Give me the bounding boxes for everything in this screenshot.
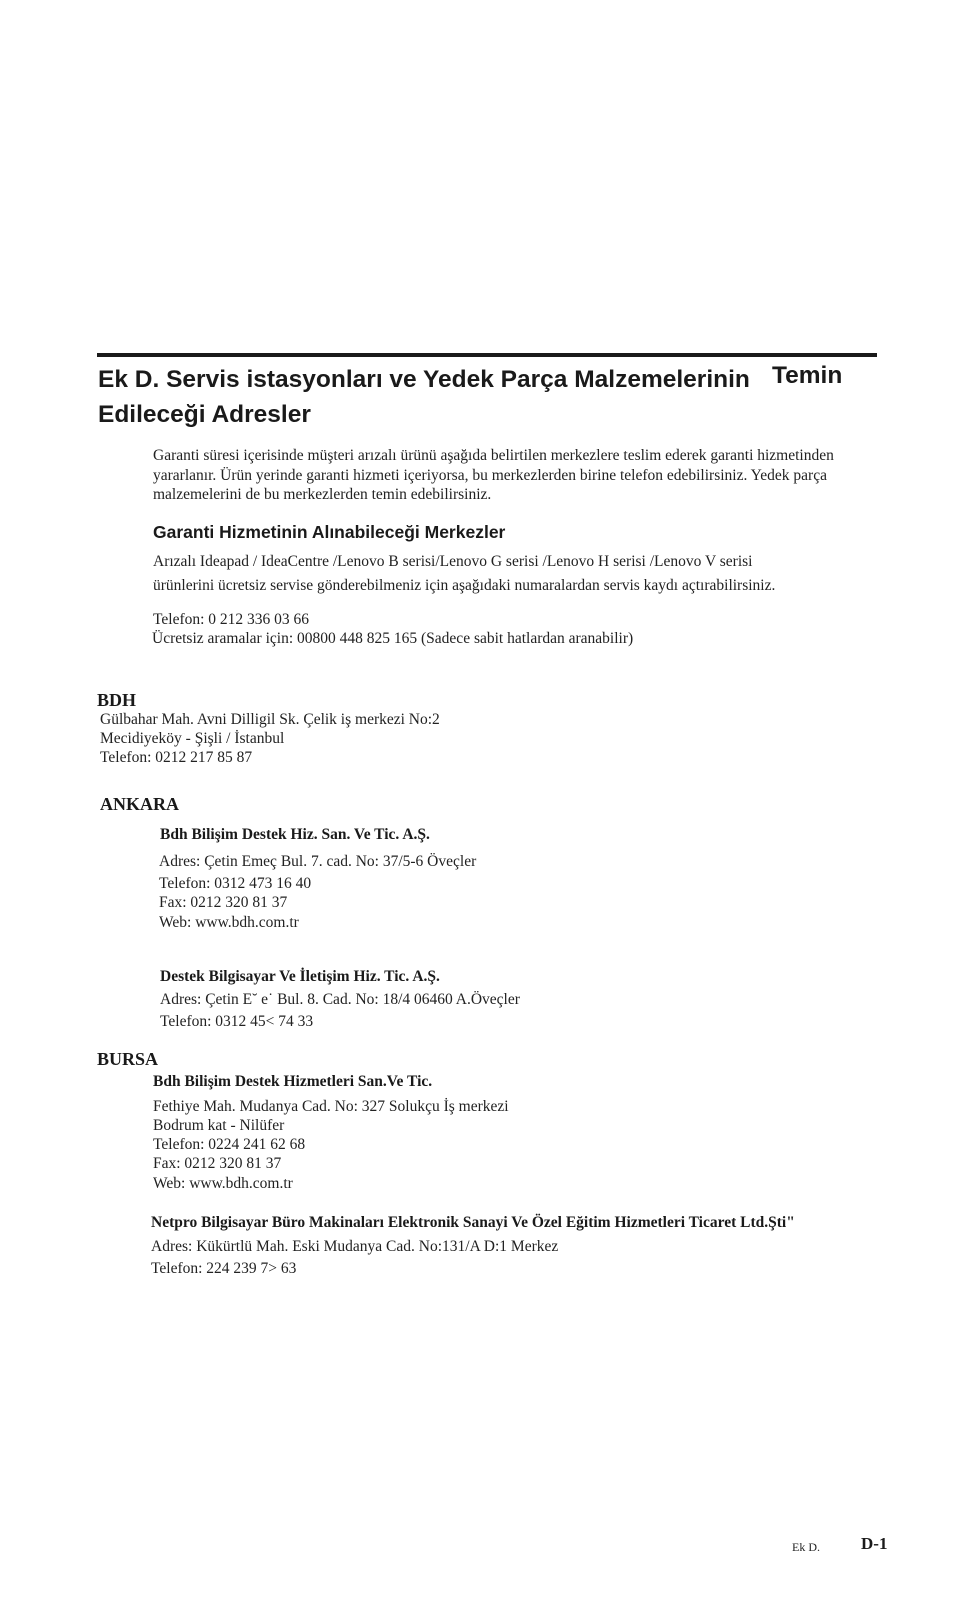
bursa-company2-address: Adres: Kükürtlü Mah. Eski Mudanya Cad. No:131/A D:1 Merkez	[151, 1238, 559, 1255]
bursa-company1-web: Web: www.bdh.com.tr	[153, 1175, 293, 1192]
section-heading: Garanti Hizmetinin Alınabileceği Merkezler	[153, 522, 506, 542]
page-title-part1: Ek D. Servis istasyonları ve Yedek Parça Malzemelerinin	[98, 366, 750, 393]
bdh-phone: Telefon: 0212 217 85 87	[100, 749, 253, 766]
intro-paragraph: Garanti süresi içerisinde müşteri arızalı ürünü aşağıda belirtilen merkezlere teslim ederek garanti hizmetinden yararlanır. Ürün yerinde garanti hizmeti içeriyorsa, bu merkezlerden birine telefon edebilirsiniz. Yedek parça malzemelerini de bu merkezlerden temin edebilirsiniz.	[153, 447, 834, 503]
bursa-company1-address: Fethiye Mah. Mudanya Cad. No: 327 Solukçu İş merkezi	[153, 1098, 509, 1115]
bursa-company1-phone: Telefon: 0224 241 62 68	[153, 1136, 306, 1153]
ankara-company1-phone: Telefon: 0312 473 16 40	[159, 875, 312, 892]
ankara-company2-phone: Telefon: 0312 45< 74 33	[160, 1013, 314, 1030]
bursa-company1-floor: Bodrum kat - Nilüfer	[153, 1117, 285, 1134]
page-title-line2: Edileceği Adresler	[98, 401, 311, 428]
bdh-heading: BDH	[97, 690, 137, 710]
page-number: D-1	[861, 1534, 888, 1553]
bursa-company2-phone: Telefon: 224 239 7> 63	[151, 1260, 297, 1277]
title-rule	[97, 353, 877, 357]
ankara-heading: ANKARA	[100, 794, 179, 814]
section-text-line1: Arızalı Ideapad / IdeaCentre /Lenovo B serisi/Lenovo G serisi /Lenovo H serisi /Lenovo V serisi	[153, 553, 753, 570]
ankara-company1-fax: Fax: 0212 320 81 37	[159, 894, 288, 911]
page-title-line1	[98, 366, 750, 394]
section-text-line2: ürünlerini ücretsiz servise gönderebilmeniz için aşağıdaki numaralardan servis kaydı açtırabilirsiniz.	[153, 577, 776, 594]
ankara-company1-address: Adres: Çetin Emeç Bul. 7. cad. No: 37/5-6 Öveçler	[159, 853, 477, 870]
bursa-company1-name: Bdh Bilişim Destek Hizmetleri San.Ve Tic.	[153, 1073, 433, 1090]
bdh-address-line2: Mecidiyeköy - Şişli / İstanbul	[100, 730, 285, 747]
bursa-company1-fax: Fax: 0212 320 81 37	[153, 1155, 282, 1172]
section-tollfree: Ücretsiz aramalar için: 00800 448 825 165 (Sadece sabit hatlardan aranabilir)	[152, 630, 634, 647]
bursa-company2-name: Netpro Bilgisayar Büro Makinaları Elektronik Sanayi Ve Özel Eğitim Hizmetleri Ticaret Ltd.Şti"	[151, 1214, 795, 1231]
section-phone: Telefon: 0 212 336 03 66	[153, 611, 310, 628]
page-title-part2: Temin	[772, 362, 843, 389]
bursa-heading: BURSA	[97, 1049, 159, 1069]
footer-section-label: Ek D.	[792, 1540, 820, 1554]
ankara-company1-name: Bdh Bilişim Destek Hiz. San. Ve Tic. A.Ş.	[160, 826, 430, 843]
ankara-company2-name: Destek Bilgisayar Ve İletişim Hiz. Tic. A.Ş.	[160, 968, 440, 985]
ankara-company2-address: Adres: Çetin E˘ e˙ Bul. 8. Cad. No: 18/4 06460 A.Öveçler	[160, 991, 520, 1008]
ankara-company1-web: Web: www.bdh.com.tr	[159, 914, 299, 931]
bdh-address-line1: Gülbahar Mah. Avni Dilligil Sk. Çelik iş merkezi No:2	[100, 711, 440, 728]
